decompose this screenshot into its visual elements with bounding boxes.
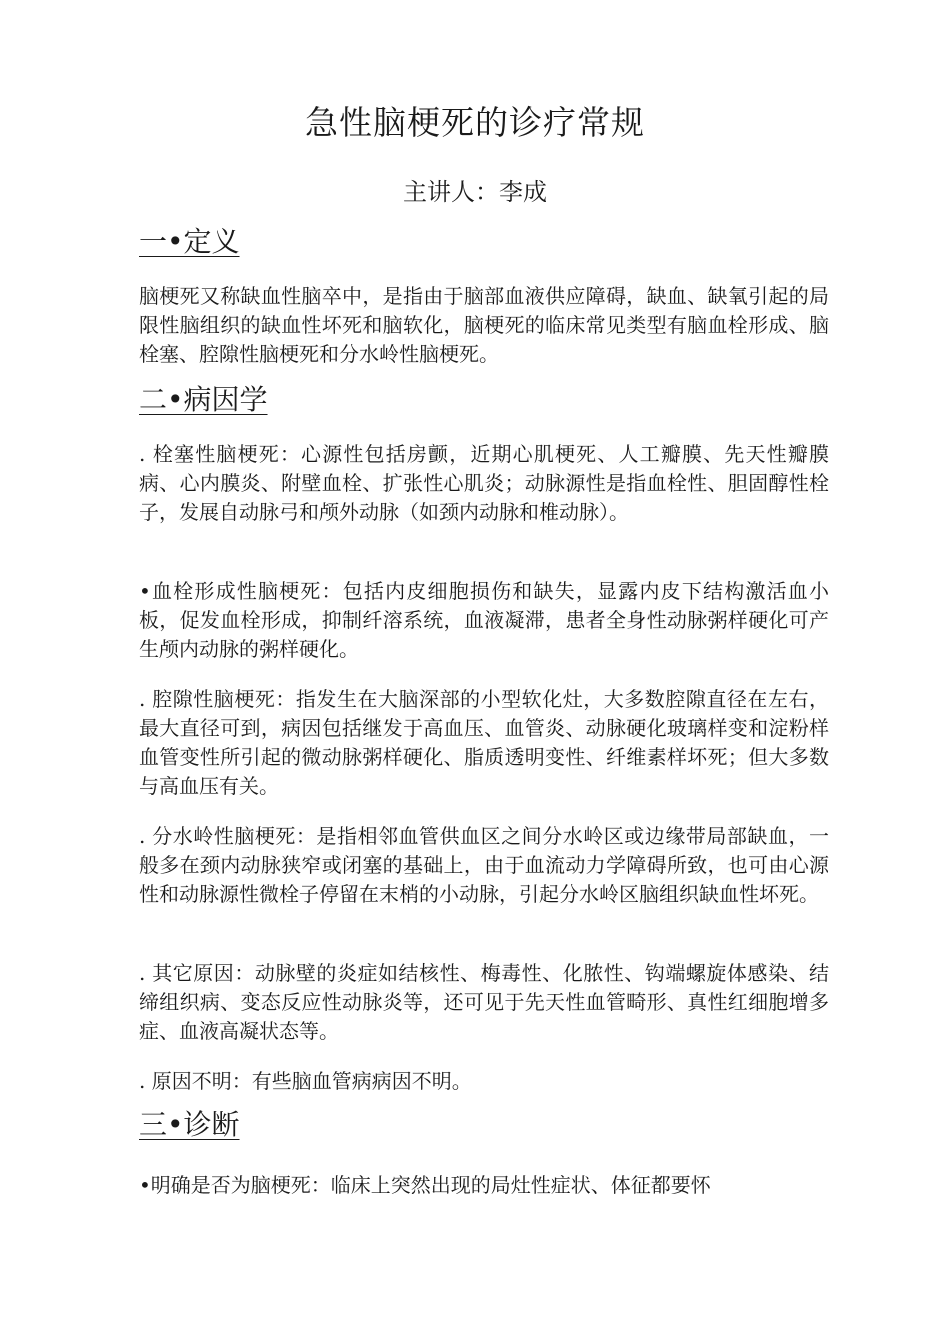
section-heading-etiology: 二•病因学 bbox=[139, 383, 268, 416]
paragraph-other-causes: . 其它原因：动脉壁的炎症如结核性、梅毒性、化脓性、钩端螺旋体感染、结缔组织病、变态反应性动脉炎等，还可见于先天性血管畸形、真性红细胞增多症、血液高凝状态等。 bbox=[139, 961, 829, 1043]
document-title: 急性脑梗死的诊疗常规 bbox=[305, 103, 645, 142]
paragraph-embolic: . 栓塞性脑梗死：心源性包括房颤，近期心肌梗死、人工瓣膜、先天性瓣膜病、心内膜炎、附壁血栓、扩张性心肌炎；动脉源性是指血栓性、胆固醇性栓子，发展自动脉弓和颅外动脉（如颈内动脉和椎动脉）。 bbox=[139, 442, 829, 524]
paragraph-unknown-cause: . 原因不明：有些脑血管病病因不明。 bbox=[139, 1069, 472, 1093]
paragraph-watershed: . 分水岭性脑梗死：是指相邻血管供血区之间分水岭区或边缘带局部缺血，一般多在颈内动脉狭窄或闭塞的基础上，由于血流动力学障碍所致，也可由心源性和动脉源性微栓子停留在末梢的小动脉，引起分水岭区脑组织缺血性坏死。 bbox=[139, 824, 829, 906]
paragraph-definition: 脑梗死又称缺血性脑卒中，是指由于脑部血液供应障碍，缺血、缺氧引起的局限性脑组织的缺血性坏死和脑软化，脑梗死的临床常见类型有脑血栓形成、脑栓塞、腔隙性脑梗死和分水岭性脑梗死。 bbox=[139, 284, 829, 366]
paragraph-lacunar: . 腔隙性脑梗死：指发生在大脑深部的小型软化灶，大多数腔隙直径在左右，最大直径可到，病因包括继发于高血压、血管炎、动脉硬化玻璃样变和淀粉样血管变性所引起的微动脉粥样硬化、脂质透明变性、纤维素样坏死；但大多数与高血压有关。 bbox=[139, 687, 829, 798]
section-heading-diagnosis: 三•诊断 bbox=[139, 1108, 240, 1141]
section-heading-definition: 一•定义 bbox=[139, 225, 240, 258]
document-author: 主讲人：李成 bbox=[403, 178, 547, 206]
paragraph-diagnosis: •明确是否为脑梗死：临床上突然出现的局灶性症状、体征都要怀 bbox=[139, 1173, 711, 1197]
paragraph-thrombotic: •血栓形成性脑梗死：包括内皮细胞损伤和缺失，显露内皮下结构激活血小板，促发血栓形成，抑制纤溶系统，血液凝滞，患者全身性动脉粥样硬化可产生颅内动脉的粥样硬化。 bbox=[139, 579, 829, 661]
